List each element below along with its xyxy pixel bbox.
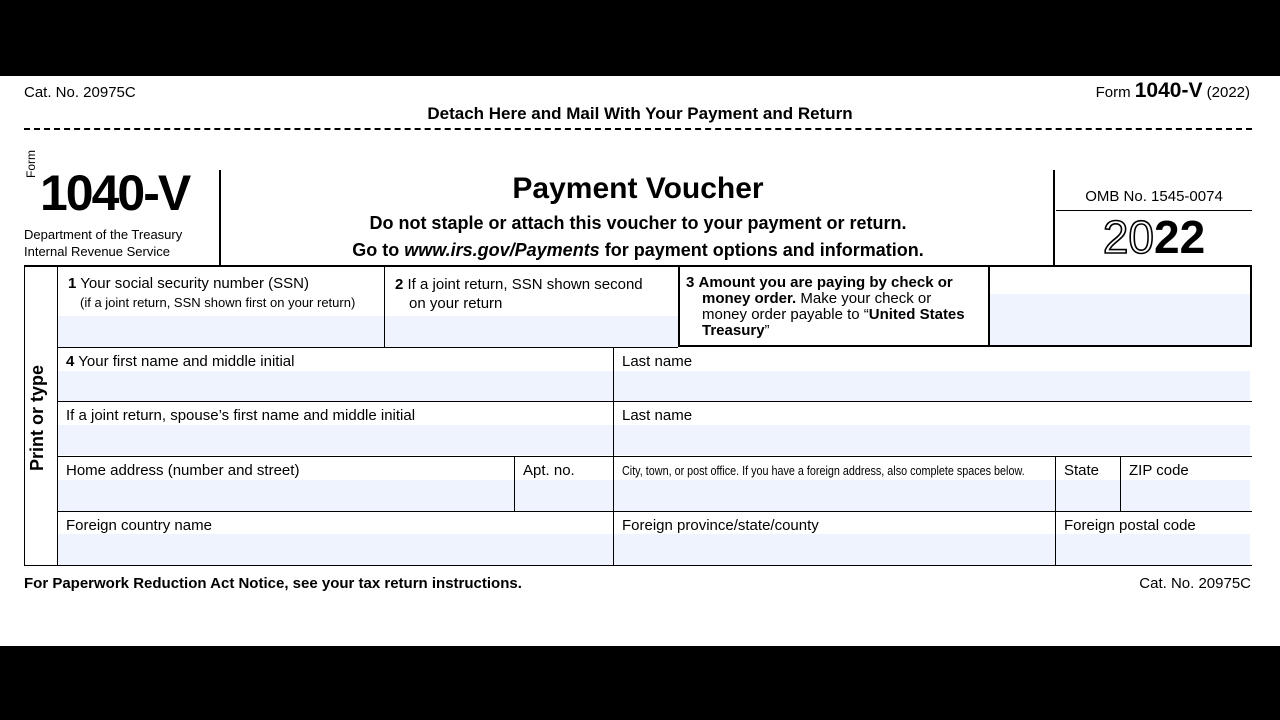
header-divider-left [219,170,221,266]
catalog-number-bottom: Cat. No. 20975C [1139,575,1251,592]
header-divider-right [1053,170,1055,266]
print-column-border [57,265,58,566]
omb-number: OMB No. 1545-0074 [1085,188,1223,205]
table-bottom-border [24,565,1252,566]
website-link[interactable]: www.irs.gov/Payments [404,240,600,260]
foreign-postal-label: Foreign postal code [1064,517,1196,534]
amount-label-1: Amount you are paying by check or [698,274,953,291]
tax-year-outline: 20 [1102,211,1154,263]
tax-year-solid: 22 [1154,211,1206,263]
ssn-label-text: Your social security number (SSN) [80,275,309,292]
print-or-type-label: Print or type [27,364,47,471]
spouse-ssn-number: 2 [395,276,404,293]
subtitle-website [222,240,1054,261]
department-line-2: Internal Revenue Service [24,244,170,259]
row1-bottom [58,347,678,348]
foreign-postal-input[interactable] [1056,534,1250,565]
spouse-ssn-label-1: If a joint return, SSN shown second [407,276,643,293]
amount-label-3: money order payable to “ [702,306,869,323]
foreign-country-input[interactable] [58,534,613,565]
city-input[interactable] [614,480,1055,511]
apt-input[interactable] [515,480,613,511]
amount-input[interactable] [990,294,1250,345]
subtitle-website-suffix: for payment options and information. [599,240,924,260]
detach-instruction: Detach Here and Mail With Your Payment and Return [427,104,853,123]
state-input[interactable] [1056,480,1120,511]
department-line-1: Department of the Treasury [24,227,183,242]
ssn-input[interactable] [58,316,384,347]
zip-label: ZIP code [1129,462,1189,479]
first-name-label-text: Your first name and middle initial [78,353,295,370]
form-number: 1040-V [40,165,190,221]
spouse-last-name-input[interactable] [614,425,1250,455]
spouse-name-label: If a joint return, spouse’s first name and middle initial [66,407,416,424]
first-name-input[interactable] [58,371,613,401]
home-address-input[interactable] [58,480,514,511]
row4-bottom [58,511,1252,512]
ssn-number: 1 [68,275,77,292]
foreign-country-label: Foreign country name [66,517,212,534]
home-address-label: Home address (number and street) [66,462,300,479]
spouse-first-name-input[interactable] [58,425,613,455]
spouse-ssn-input[interactable] [385,316,678,347]
page-title: Payment Voucher [512,172,764,205]
apt-label: Apt. no. [523,462,575,479]
first-name-number: 4 [66,353,75,370]
form-year-top: (2022) [1206,84,1250,101]
catalog-number-top: Cat. No. 20975C [24,84,136,101]
form-id-top [1096,79,1250,103]
last-name-label: Last name [622,353,693,370]
amount-number: 3 [686,274,695,291]
zip-input[interactable] [1121,480,1250,511]
ssn-sublabel: (if a joint return, SSN shown first on your return) [80,295,356,310]
ssn-label [68,275,309,292]
amount-label-2b: Make your check or [796,290,932,307]
spouse-ssn-label [395,275,643,313]
form-prefix: Form [1095,84,1131,101]
foreign-province-label: Foreign province/state/county [622,517,819,534]
amount-label [686,275,986,339]
subtitle-staple: Do not staple or attach this voucher to your payment or return. [369,213,907,233]
tax-year [1056,210,1252,264]
amount-label-4: Treasury [702,322,765,339]
first-name-label [66,353,294,370]
form-word-vertical: Form [24,150,38,178]
detach-line [24,128,1252,130]
spouse-last-name-label: Last name [622,407,693,424]
department-label [24,226,182,260]
city-label: City, town, or post office. If you have a foreign address, also complete spaces below. [622,463,1025,478]
last-name-input[interactable] [614,371,1250,401]
subtitle-website-prefix: Go to [352,240,405,260]
amount-label-4b: ” [764,322,770,339]
row3-bottom [58,456,1252,457]
spouse-ssn-label-2: on your return [409,295,503,312]
foreign-province-input[interactable] [614,534,1055,565]
paperwork-notice: For Paperwork Reduction Act Notice, see your tax return instructions. [24,575,522,592]
amount-label-3b: United States [868,306,965,323]
row2-bottom [58,401,1252,402]
voucher-page [0,76,1280,646]
amount-label-2: money order. [702,290,797,307]
state-label: State [1064,462,1100,479]
table-left-border [24,265,25,566]
form-number-top: 1040-V [1134,79,1203,102]
